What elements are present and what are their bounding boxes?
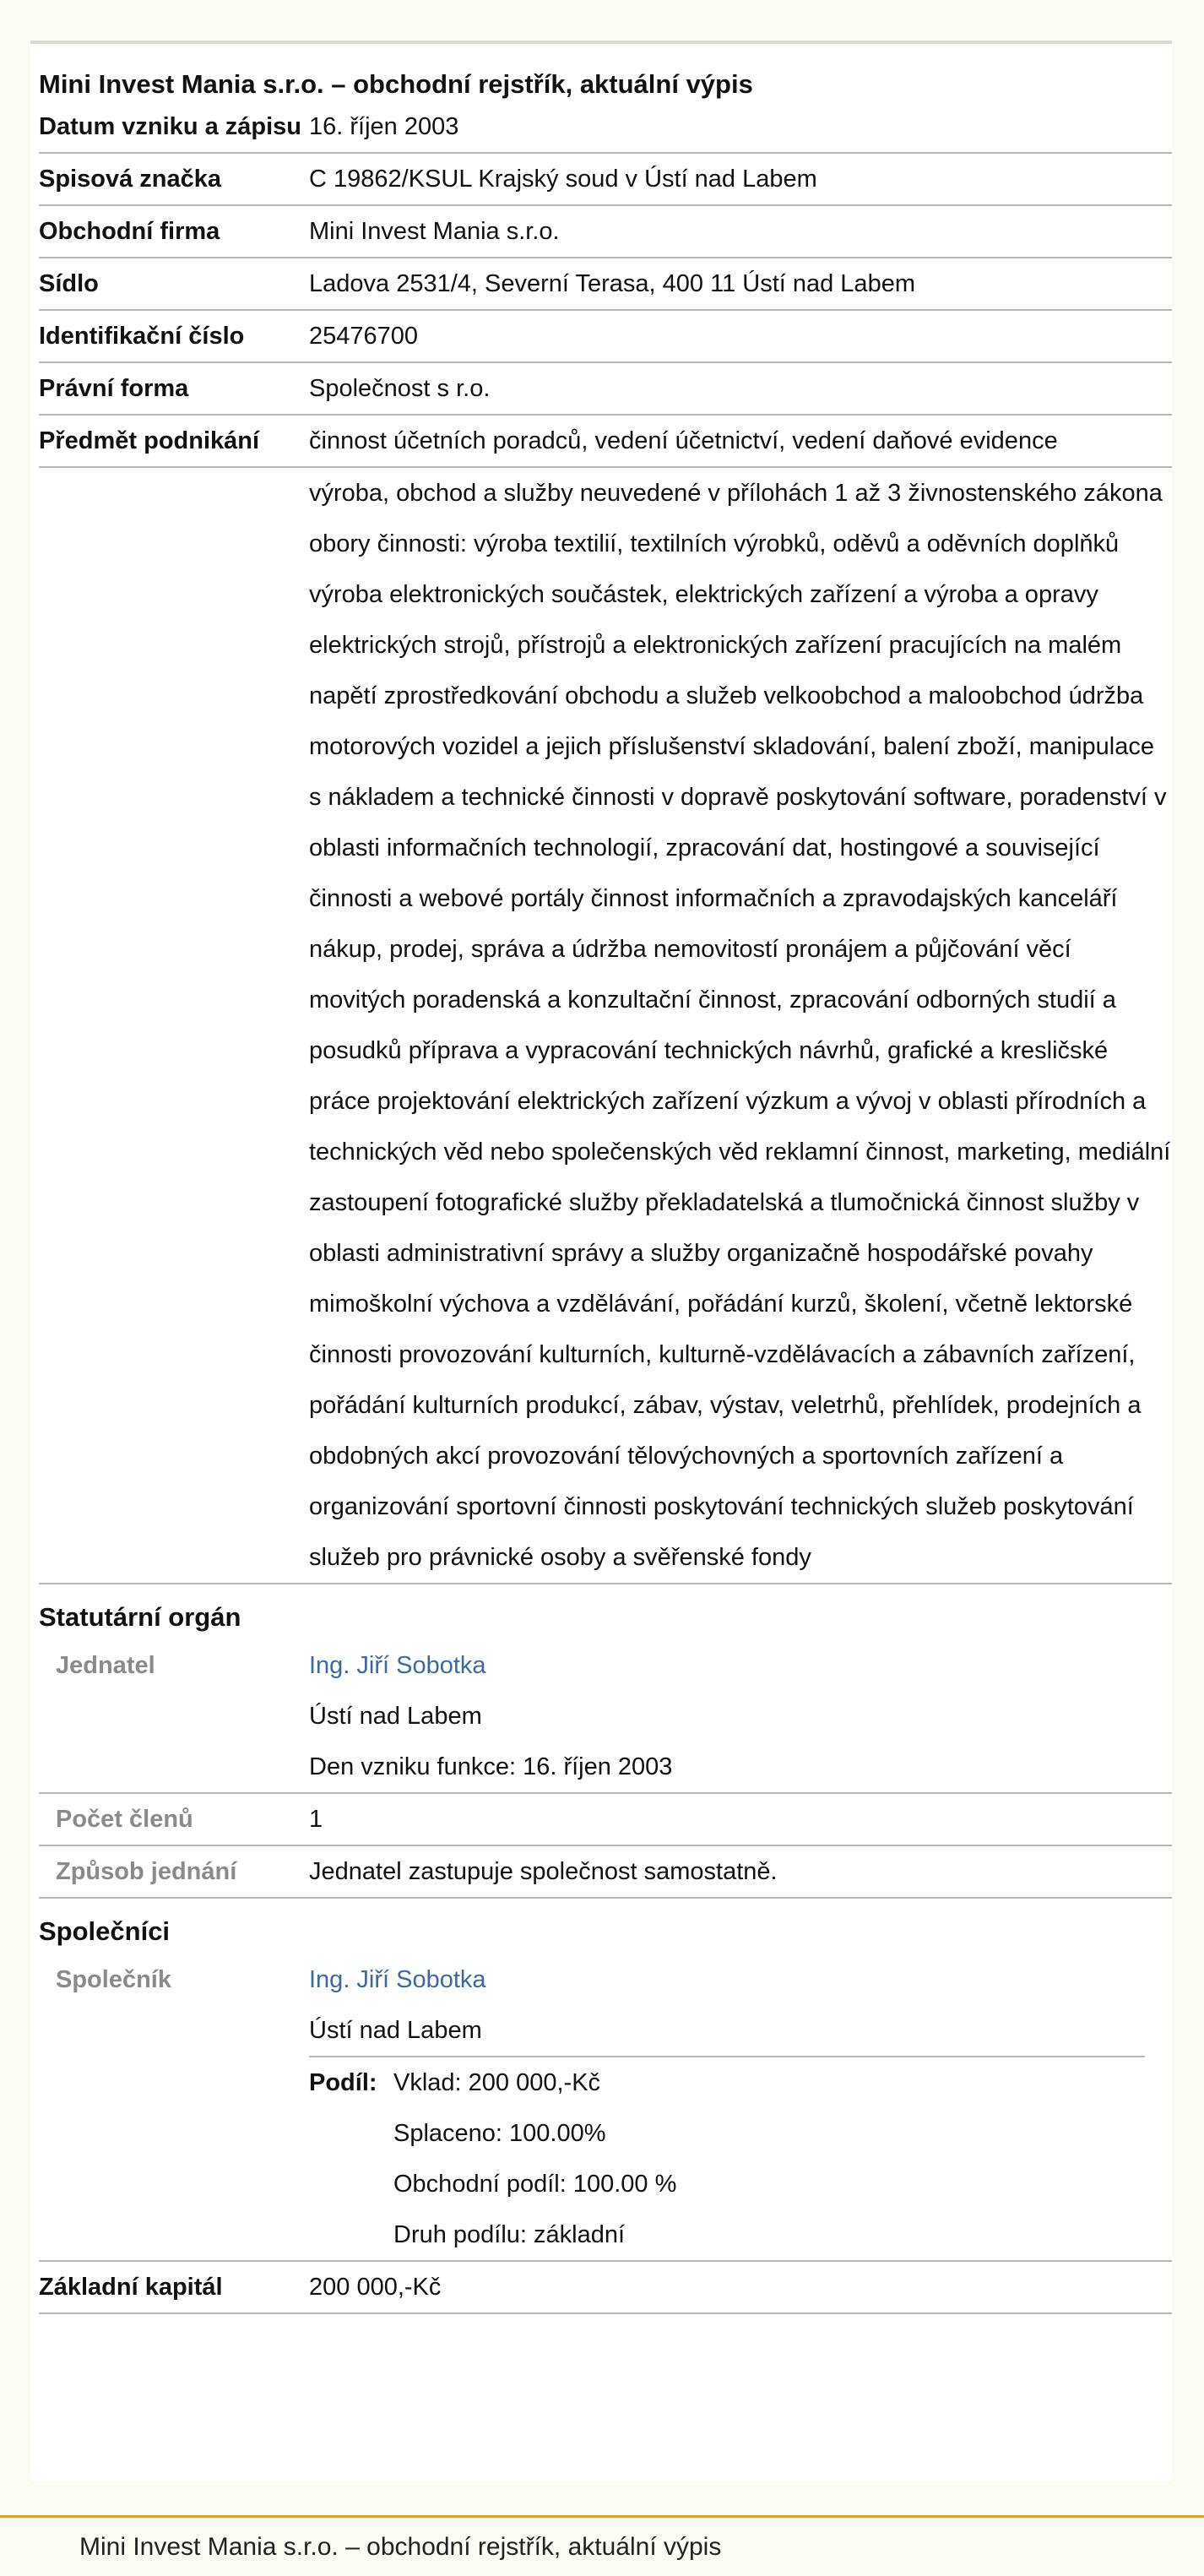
label-acting-method: Způsob jednání [56,1858,237,1885]
label-id-number: Identifikační číslo [39,323,245,350]
register-extract-content [39,44,1172,2314]
row-founding-date [39,101,1172,154]
footer-divider [0,2515,1204,2518]
row-business-activity-1 [39,416,1172,468]
executive-since: Den vzniku funkce: 16. říjen 2003 [309,1753,673,1780]
value-seat: Ladova 2531/4, Severní Terasa, 400 11 Ústí nad Labem [309,270,915,297]
executive-details [309,1640,1172,1792]
row-member-count [39,1794,1172,1846]
value-acting-method: Jednatel zastupuje společnost samostatně. [309,1858,778,1885]
value-share-capital: 200 000,-Kč [309,2274,442,2301]
share-deposit: Vklad: 200 000,-Kč [393,2069,601,2096]
value-legal-form: Společnost s r.o. [309,375,491,402]
row-executive [39,1640,1172,1794]
row-partner [39,1954,1172,2262]
label-file-number: Spisová značka [39,166,221,193]
page-title [39,44,1172,101]
share-paid: Splaceno: 100.00% [393,2120,606,2147]
label-company-name: Obchodní firma [39,218,220,245]
label-founding-date: Datum vzniku a zápisu [39,113,302,140]
partner-share [309,2056,1145,2260]
section-statutory-body: Statutární orgán [39,1602,241,1632]
share-business-share: Obchodní podíl: 100.00 % [393,2171,677,2198]
value-member-count: 1 [309,1806,323,1833]
row-legal-form [39,363,1172,416]
label-executive: Jednatel [56,1652,155,1679]
executive-name-link[interactable]: Ing. Jiří Sobotka [309,1652,486,1679]
row-file-number [39,154,1172,206]
value-founding-date: 16. říjen 2003 [309,113,459,140]
value-file-number: C 19862/KSUL Krajský soud v Ústí nad Labem [309,166,817,193]
share-details [393,2057,1145,2260]
value-id-number: 25476700 [309,323,419,350]
partner-city: Ústí nad Labem [309,2017,482,2044]
row-company-name [39,206,1172,258]
label-member-count: Počet členů [56,1806,193,1833]
business-activity-item: činnost účetních poradců, vedení účetnictví, vedení daňové evidence [309,427,1058,454]
business-activity-item: výroba, obchod a služby neuvedené v přílohách 1 až 3 živnostenského zákona obory činnosti: výroba textilií, textilních výrobků, oděvů a oděvních doplňků výroba elektronických součástek, elektrických zařízení a výroba a opravy elektrických strojů, přístrojů a elektronických zařízení pracujících na malém napětí zprostředkování obchodu a služeb velkoobchod a maloobchod údržba motorových vozidel a jejich příslušenství skladování, balení zboží, manipulace s nákladem a technické činnosti v dopravě poskytování software, poradenství v oblasti informačních technologií, zpracování dat, hostingové a související činnosti a webové portály činnost informačních a zpravodajských kanceláří nákup, prodej, správa a údržba nemovitostí pronájem a půjčování věcí movitých poradenská a konzultační činnost, zpracování odborných studií a posudků příprava a vypracování technických návrhů, grafické a kresličské práce projektování elektrických zařízení výzkum a vývoj v oblasti přírodních a technických věd nebo společenských věd reklamní činnost, marketing, mediální zastoupení fotografické služby překladatelská a tlumočnická činnost služby v oblasti administrativní správy a služby organizačně hospodářské povahy mimoškolní výchova a vzdělávání, pořádání kurzů, školení, včetně lektorské činnosti provozování kulturních, kulturně-vzdělávacích a zábavních zařízení, pořádání kulturních produkcí, zábav, výstav, veletrhů, přehlídek, prodejních a obdobných akcí provozování tělovýchovných a sportovních zařízení a organizování sportovní činnosti poskytování technických služeb poskytování služeb pro právnické osoby a svěřenské fondy [309,480,1171,1571]
value-company-name: Mini Invest Mania s.r.o. [309,218,560,245]
row-share-capital [39,2262,1172,2314]
row-id-number [39,311,1172,363]
label-empty [39,468,309,1583]
label-seat: Sídlo [39,270,99,297]
partner-details [309,1954,1172,2260]
row-seat [39,258,1172,311]
row-acting-method [39,1846,1172,1899]
register-extract-panel [30,44,1172,2481]
label-legal-form: Právní forma [39,375,189,402]
row-business-activity-2 [39,468,1172,1584]
section-partners: Společníci [39,1916,171,1946]
label-partner: Společník [56,1966,171,1993]
executive-city: Ústí nad Labem [309,1703,482,1730]
label-business-activity: Předmět podnikání [39,427,260,454]
partner-name-link[interactable]: Ing. Jiří Sobotka [309,1966,486,1993]
footer-title: Mini Invest Mania s.r.o. – obchodní rejstřík, aktuální výpis [79,2533,722,2561]
page-title-text: Mini Invest Mania s.r.o. – obchodní rejstřík, aktuální výpis [39,69,753,99]
share-type: Druh podílu: základní [393,2221,626,2248]
label-share: Podíl: [309,2069,377,2096]
label-share-capital: Základní kapitál [39,2274,223,2301]
